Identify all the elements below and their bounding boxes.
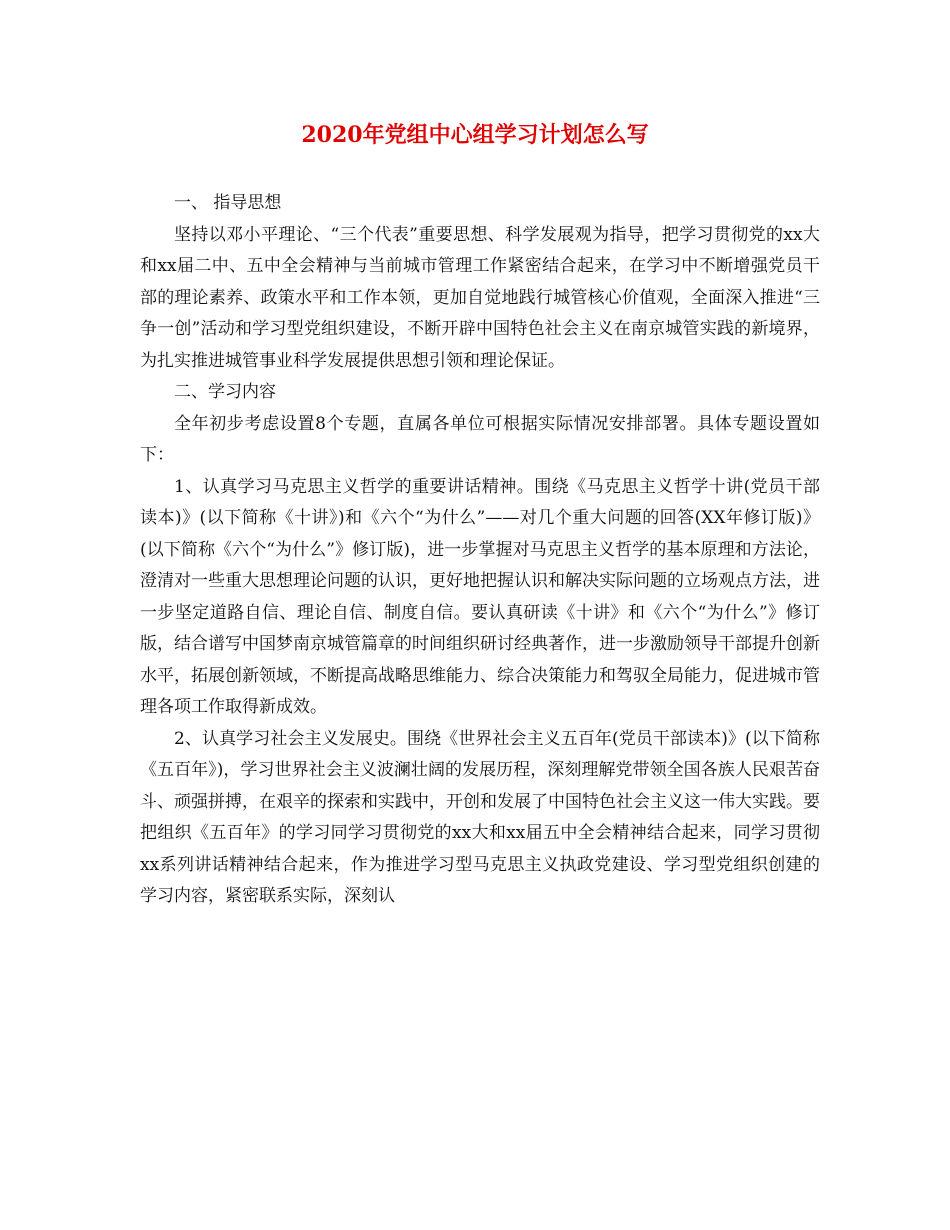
section-heading-study-content: 二、学习内容 <box>174 382 276 402</box>
paragraph-item-2: 2、认真学习社会主义发展史。围绕《世界社会主义五百年(党员干部读本)》(以下简称《五百年》)，学习世界社会主义波澜壮阔的发展历程，深刻理解党带领全国各族人民艰苦奋斗、顽强拼搏，在艰辛的探索和实践中，开创和发展了中国特色社会主义这一伟大实践。要把组织《五百年》的学习同学习贯彻党的xx大和xx届五中全会精神结合起来，同学习贯彻xx系列讲话精神结合起来，作为推进学习型马克思主义执政党建设、学习型党组织创建的学习内容，紧密联系实际，深刻认 <box>140 728 820 906</box>
section-heading-guiding-thought: 一、 指导思想 <box>174 193 282 213</box>
paragraph-guiding-thought: 坚持以邓小平理论、“三个代表”重要思想、科学发展观为指导，把学习贯彻党的xx大和xx届二中、五中全会精神与当前城市管理工作紧密结合起来，在学习中不断增强党员干部的理论素养、政策水平和工作本领，更加自觉地践行城管核心价值观，全面深入推进“三争一创”活动和学习型党组织建设，不断开辟中国特色社会主义在南京城管实践的新境界，为扎实推进城管事业科学发展提供思想引领和理论保证。 <box>140 224 820 371</box>
paragraph-study-intro: 全年初步考虑设置8个专题，直属各单位可根据实际情况安排部署。具体专题设置如下： <box>140 413 820 465</box>
document-title: 2020年党组中心组学习计划怎么写 <box>301 122 649 148</box>
document-body <box>140 188 820 913</box>
paragraph-item-1: 1、认真学习马克思主义哲学的重要讲话精神。围绕《马克思主义哲学十讲(党员干部读本)》(以下简称《十讲》)和《六个“为什么”——对几个重大问题的回答(XX年修订版)》(以下简称《六个“为什么”》修订版)，进一步掌握对马克思主义哲学的基本原理和方法论，澄清对一些重大思想理论问题的认识，更好地把握认识和解决实际问题的立场观点方法，进一步坚定道路自信、理论自信、制度自信。要认真研读《十讲》和《六个“为什么”》修订版，结合谱写中国梦南京城管篇章的时间组织研讨经典著作，进一步激励领导干部提升创新水平，拓展创新领域，不断提高战略思维能力、综合决策能力和驾驭全局能力，促进城市管理各项工作取得新成效。 <box>140 476 820 717</box>
